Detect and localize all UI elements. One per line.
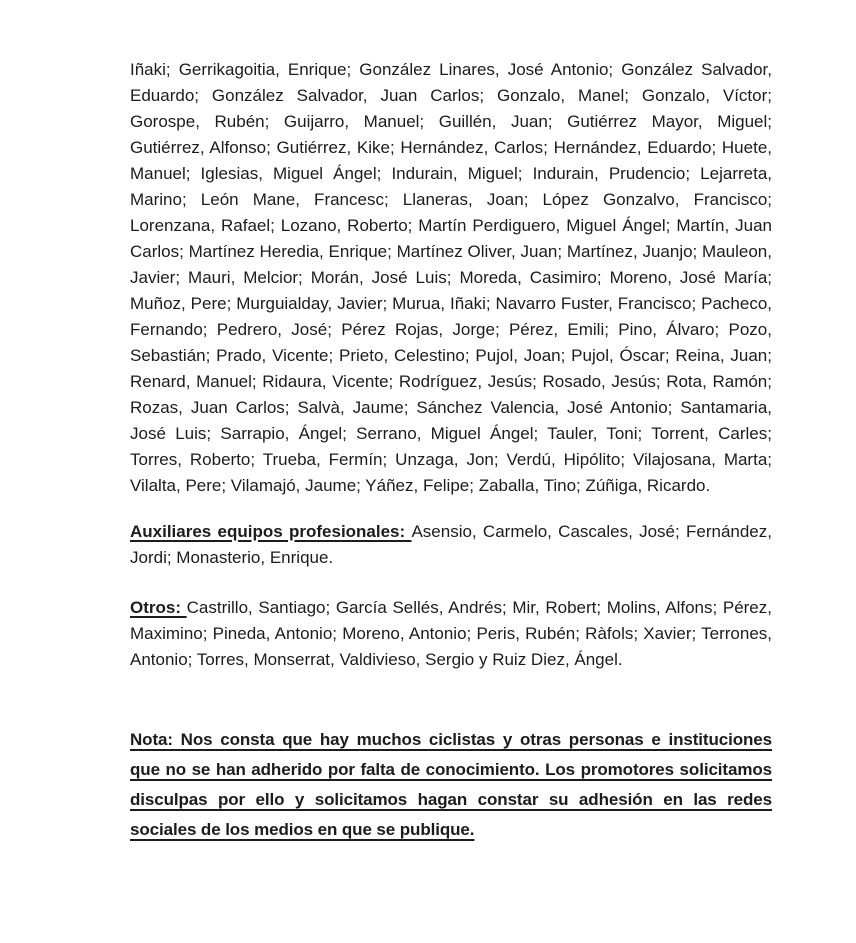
auxiliares-heading: Auxiliares equipos profesionales:: [130, 522, 412, 541]
auxiliares-paragraph: [130, 519, 772, 571]
otros-paragraph: [130, 595, 772, 673]
auxiliares-names: Asensio, Carmelo, Cascales, José; Fernández, Jordi; Monasterio, Enrique.: [130, 522, 772, 567]
otros-names: Castrillo, Santiago; García Sellés, Andrés; Mir, Robert; Molins, Alfons; Pérez, Maximino; Pineda, Antonio; Moreno, Antonio; Peris, Rubén; Ràfols; Xavier; Terrones, Antonio; Torres, Monserrat, Valdivieso, Sergio y Ruiz Diez, Ángel.: [130, 598, 772, 669]
nota-paragraph: Nota: Nos consta que hay muchos ciclistas y otras personas e instituciones que no se han adherido por falta de conocimiento. Los promotores solicitamos disculpas por ello y solicitamos hagan constar su adhesión en las redes sociales de los medios en que se publique.: [130, 730, 772, 839]
adherents-list-paragraph: Iñaki; Gerrikagoitia, Enrique; González Linares, José Antonio; González Salvador, Eduardo; González Salvador, Juan Carlos; Gonzalo, Manel; Gonzalo, Víctor; Gorospe, Rubén; Guijarro, Manuel; Guillén, Juan; Gutiérrez Mayor, Miguel; Gutiérrez, Alfonso; Gutiérrez, Kike; Hernández, Carlos; Hernández, Eduardo; Huete, Manuel; Iglesias, Miguel Ángel; Indurain, Miguel; Indurain, Prudencio; Lejarreta, Marino; León Mane, Francesc; Llaneras, Joan; López Gonzalvo, Francisco; Lorenzana, Rafael; Lozano, Roberto; Martín Perdiguero, Miguel Ángel; Martín, Juan Carlos; Martínez Heredia, Enrique; Martínez Oliver, Juan; Martínez, Juanjo; Mauleon, Javier; Mauri, Melcior; Morán, José Luis; Moreda, Casimiro; Moreno, José María; Muñoz, Pere; Murguialday, Javier; Murua, Iñaki; Navarro Fuster, Francisco; Pacheco, Fernando; Pedrero, José; Pérez Rojas, Jorge; Pérez, Emili; Pino, Álvaro; Pozo, Sebastián; Prado, Vicente; Prieto, Celestino; Pujol, Joan; Pujol, Óscar; Reina, Juan; Renard, Manuel; Ridaura, Vicente; Rodríguez, Jesús; Rosado, Jesús; Rota, Ramón; Rozas, Juan Carlos; Salvà, Jaume; Sánchez Valencia, José Antonio; Santamaria, José Luis; Sarrapio, Ángel; Serrano, Miguel Ángel; Tauler, Toni; Torrent, Carles; Torres, Roberto; Trueba, Fermín; Unzaga, Jon; Verdú, Hipólito; Vilajosana, Marta; Vilalta, Pere; Vilamajó, Jaume; Yáñez, Felipe; Zaballa, Tino; Zúñiga, Ricardo.: [130, 60, 772, 495]
otros-heading: Otros:: [130, 598, 187, 617]
